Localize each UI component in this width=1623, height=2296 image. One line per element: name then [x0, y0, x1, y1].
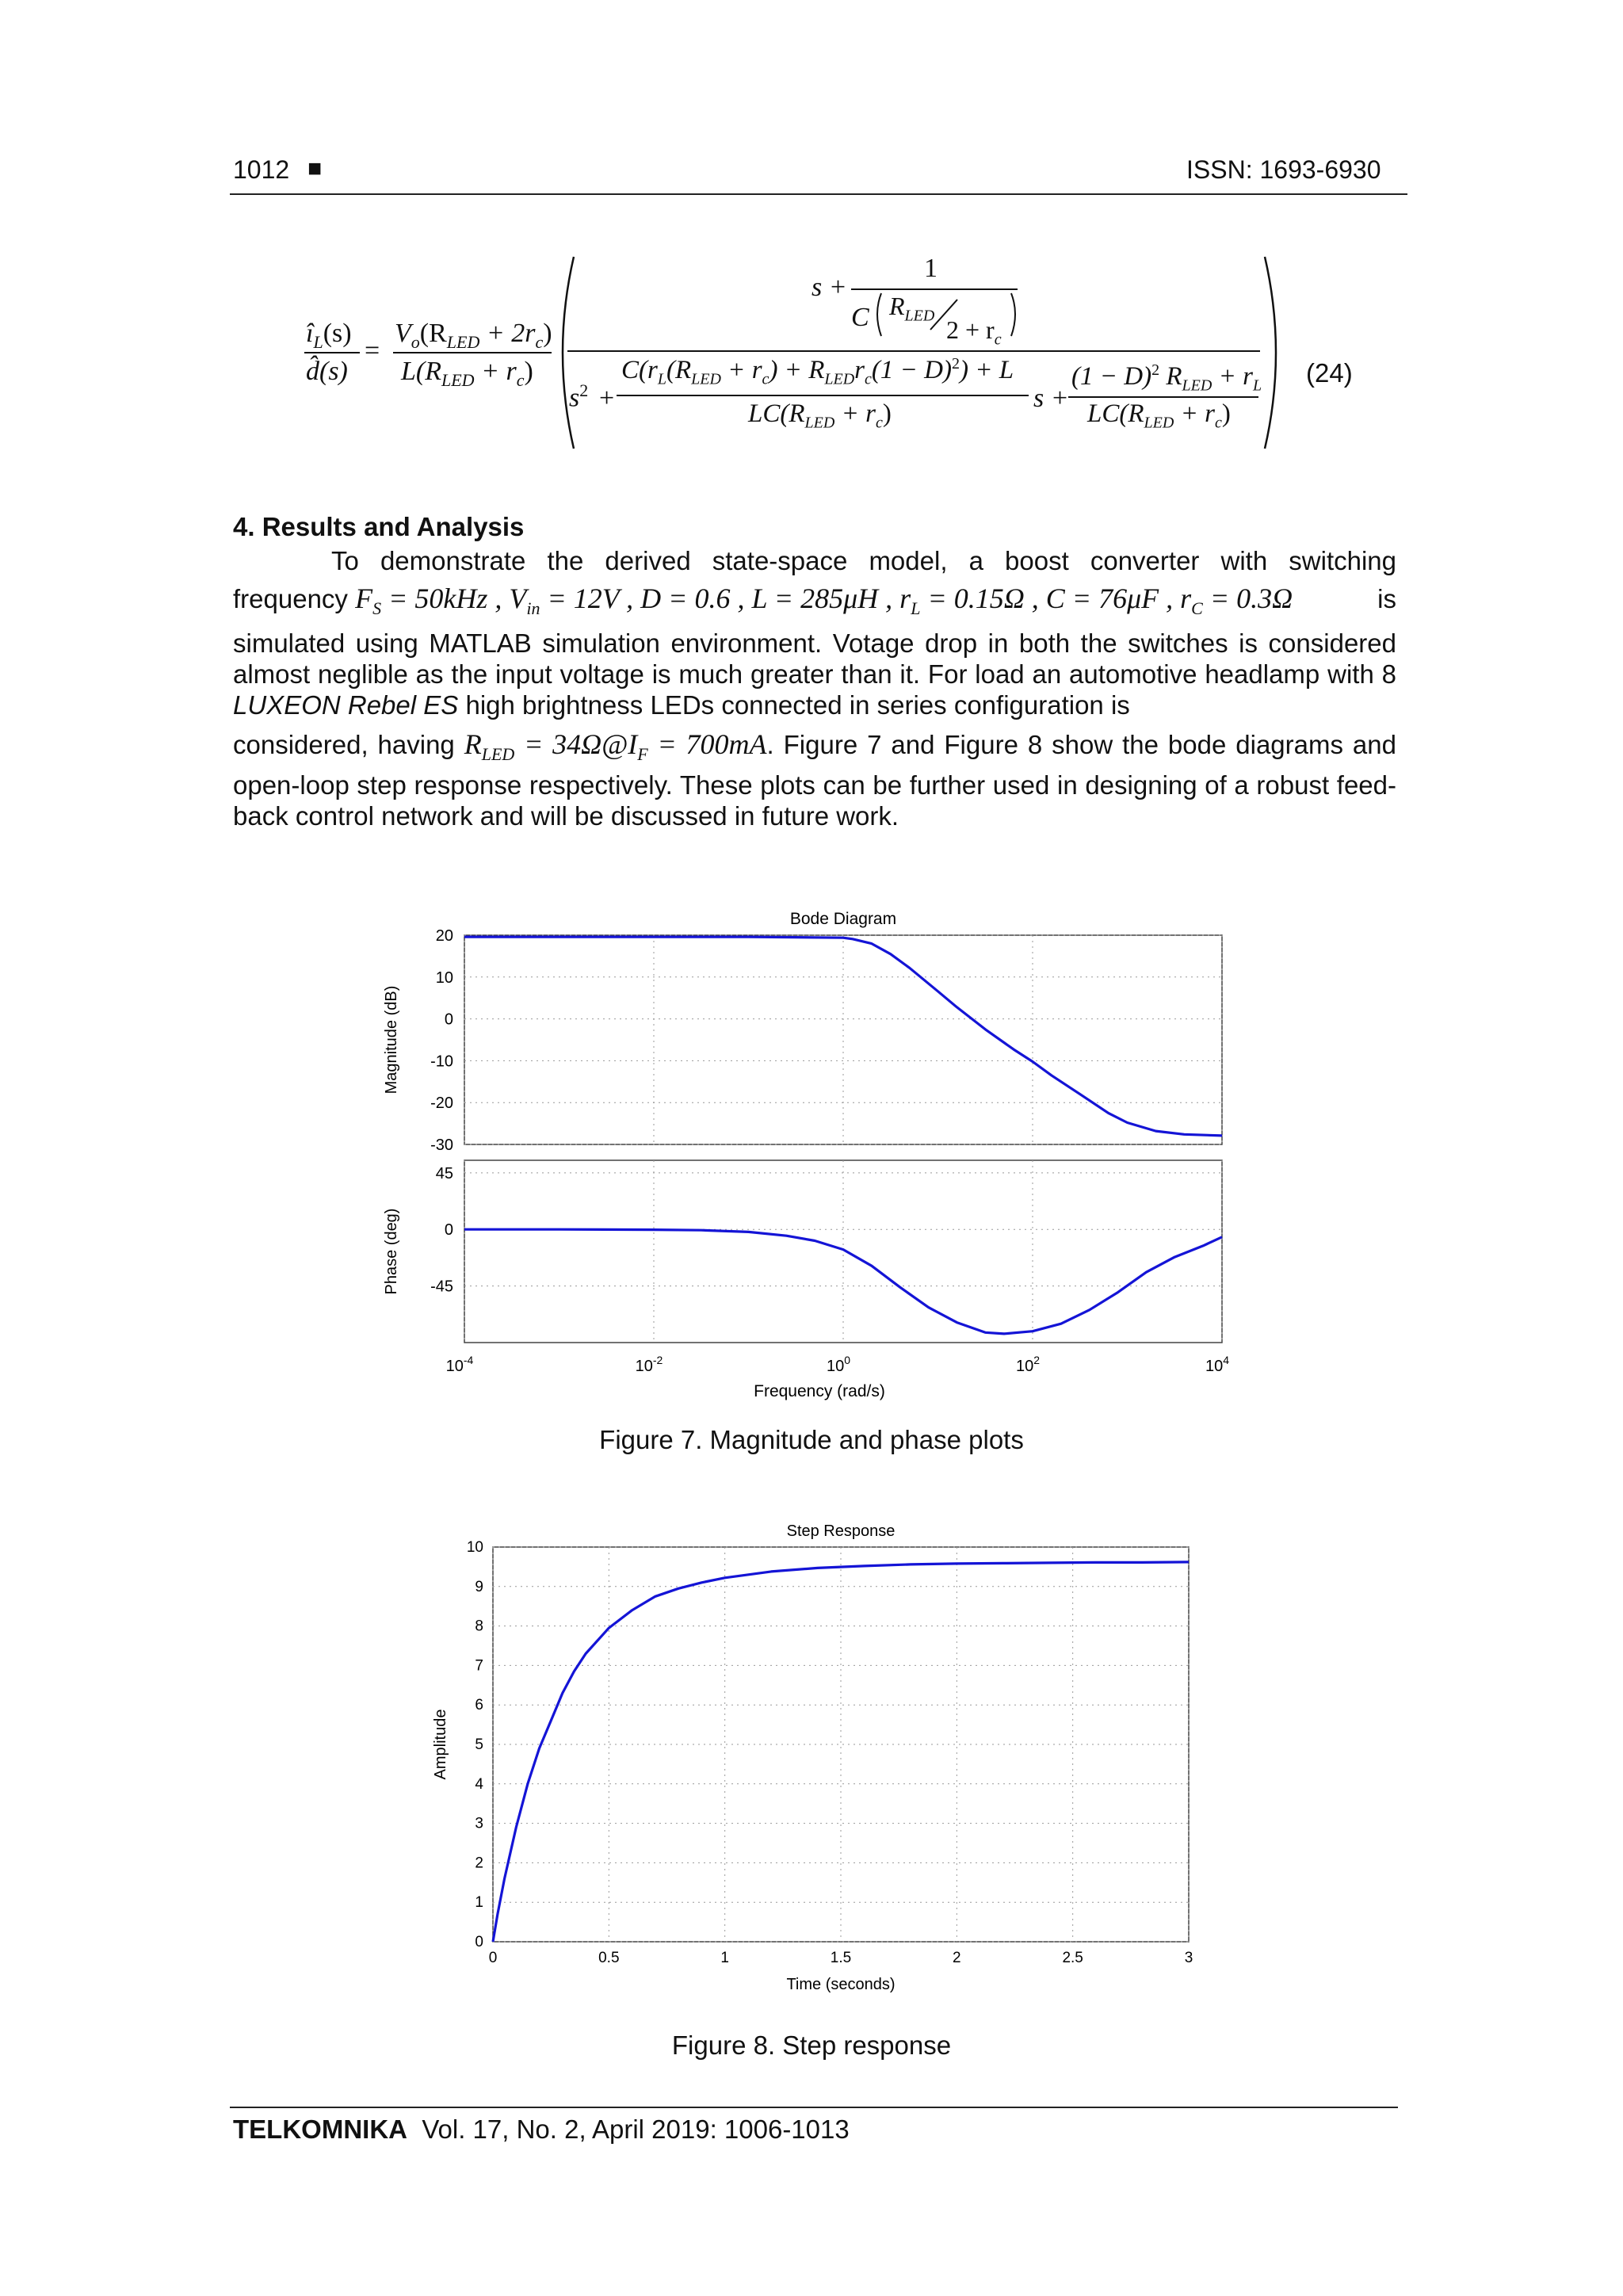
- step-ytick-label: 10: [466, 1539, 483, 1556]
- step-frame: [493, 1547, 1189, 1942]
- eq-coef-bar: [393, 352, 552, 353]
- para-line-2: frequency $F_S = 50kHz$ , $V_{in} = 12V$ , D = 0.6 , L = 285μH , $r_L = 0.15\Omega$ , C = 76μF , $r_C = 0.3\Omega$ is: [233, 583, 1396, 619]
- step-title: Step Response: [786, 1522, 896, 1540]
- footer-rule: [230, 2107, 1398, 2108]
- step-ytick-label: 2: [475, 1855, 483, 1872]
- bode-ytick-label: 45: [435, 1164, 453, 1182]
- bode-title: Bode Diagram: [789, 910, 897, 928]
- step-ytick-label: 8: [475, 1618, 483, 1635]
- eq-lhs-denominator: d̂(s): [306, 357, 348, 386]
- eq-top-one: 1: [924, 254, 938, 283]
- step-xtick-label: 2: [953, 1950, 961, 1966]
- eq-right-bar: [1068, 396, 1258, 398]
- figure8-caption: Figure 8. Step response: [671, 2030, 952, 2060]
- eq-top-2rc: $2 + r_c$: [946, 315, 1002, 349]
- step-ytick-label: 1: [475, 1894, 483, 1912]
- issn: ISSN: 1693-6930: [1186, 155, 1381, 184]
- bode-xlabel: Frequency (rad/s): [754, 1382, 885, 1400]
- step-xtick-label: 1: [720, 1950, 729, 1966]
- eq-right-denominator: $LC(R_{LED} + r_c)$: [1087, 399, 1231, 432]
- eq-equals: =: [365, 336, 380, 365]
- bode-ytick-label: 0: [444, 1010, 453, 1029]
- bode-ytick-label: -45: [430, 1278, 453, 1296]
- step-ytick-label: 5: [475, 1736, 483, 1753]
- page-number: 1012: [233, 155, 290, 184]
- bode-ytick-label: -10: [430, 1052, 453, 1071]
- bode-panel-frame: [464, 1160, 1222, 1343]
- para-line-1: To demonstrate the derived state-space model, a boost converter with switching: [331, 546, 1396, 575]
- eq-coef-denominator: $L(R_{LED} + r_c)$: [401, 357, 533, 390]
- step-ylabel: Amplitude: [432, 1709, 449, 1780]
- eq-right-paren: [1260, 254, 1292, 452]
- eq-mid-denominator: $LC(R_{LED} + r_c)$: [748, 399, 892, 432]
- eq-left-paren: [547, 254, 579, 452]
- eq-plus: +: [599, 384, 615, 413]
- header-square-icon: ■: [307, 155, 323, 181]
- step-ytick-label: 7: [475, 1657, 483, 1675]
- footer: [233, 2115, 850, 2145]
- bode-ytick-label: 20: [435, 927, 453, 945]
- bode-ytick-label: 0: [444, 1221, 453, 1240]
- bode-diagram-chart: [380, 904, 1244, 1411]
- bode-ytick-label: -30: [430, 1137, 453, 1154]
- eq-number: (24): [1306, 358, 1353, 388]
- step-xtick-label: 0: [488, 1950, 498, 1966]
- step-xtick-label: 3: [1184, 1950, 1193, 1966]
- eq-splus: s +: [1033, 384, 1069, 413]
- bode-xtick-label: $10^4$: [1205, 1354, 1230, 1375]
- footer-details: Vol. 17, No. 2, April 2019: 1006-1013: [422, 2115, 850, 2144]
- eq-coef-numerator: $V_o(R_{LED} + 2r_c)$: [395, 319, 552, 352]
- figure7-caption: Figure 7. Magnitude and phase plots: [599, 1425, 1024, 1454]
- footer-journal: TELKOMNIKA: [233, 2115, 407, 2144]
- step-xtick-label: 0.5: [598, 1950, 620, 1966]
- step-ytick-label: 4: [475, 1775, 483, 1793]
- step-xlabel: Time (seconds): [786, 1976, 896, 1993]
- bode-xtick-label: $10^{-2}$: [635, 1354, 663, 1375]
- step-xtick-label: 1.5: [830, 1950, 852, 1966]
- magnitude-ylabel: Magnitude (dB): [383, 985, 400, 1095]
- eq-lhs-numerator: $î_L(s)$: [306, 319, 352, 352]
- header-rule: [230, 193, 1407, 195]
- phase-ylabel: Phase (deg): [383, 1208, 400, 1295]
- eq-top-R: $R_{LED}$: [889, 292, 935, 325]
- eq-top-s: s +: [812, 273, 847, 302]
- eq-main-bar: [567, 350, 1260, 352]
- step-ytick-label: 9: [475, 1578, 483, 1595]
- eq-right-numerator: $(1 - D)^2$ $R_{LED} + r_L$: [1071, 361, 1262, 395]
- bode-ytick-label: 10: [435, 968, 453, 987]
- para-line-3: simulated using MATLAB simulation environment. Votage drop in both the switches is considered almost neglible as the input voltage is much greater than it. For load an automotive headlamp with 8 LUXEON Rebel ES high brightness LEDs connected in series configuration is: [233, 628, 1396, 720]
- step-xtick-label: 2.5: [1062, 1950, 1083, 1966]
- section-title: 4. Results and Analysis: [233, 512, 525, 541]
- para-line-4: considered, having $R_{LED}$ = $34\Omega@I_F = 700mA$. Figure 7 and Figure 8 show the bode diagrams and open-loop step response respectively. These plots can be further used in designing of a robust feed-back control network and will be discussed in future work.: [233, 728, 1396, 831]
- step-ytick-label: 0: [475, 1934, 483, 1950]
- eq-s2: $s^2$: [569, 380, 589, 413]
- step-ytick-label: 3: [475, 1815, 483, 1832]
- eq-mid-numerator: $C(r_L(R_{LED} + r_c) + R_{LED}r_c(1 - D)^2) + L$: [621, 355, 1014, 388]
- eq-lhs-bar: [304, 352, 360, 353]
- bode-ytick-label: -20: [430, 1095, 453, 1113]
- eq-top-C: C: [851, 303, 869, 332]
- step-ytick-label: 6: [475, 1697, 483, 1714]
- eq-mid-bar: [617, 395, 1029, 396]
- bode-xtick-label: $10^2$: [1015, 1354, 1041, 1375]
- bode-xtick-label: $10^0$: [826, 1354, 851, 1375]
- bode-xtick-label: $10^{-4}$: [445, 1354, 474, 1375]
- step-response-chart: [412, 1514, 1244, 1997]
